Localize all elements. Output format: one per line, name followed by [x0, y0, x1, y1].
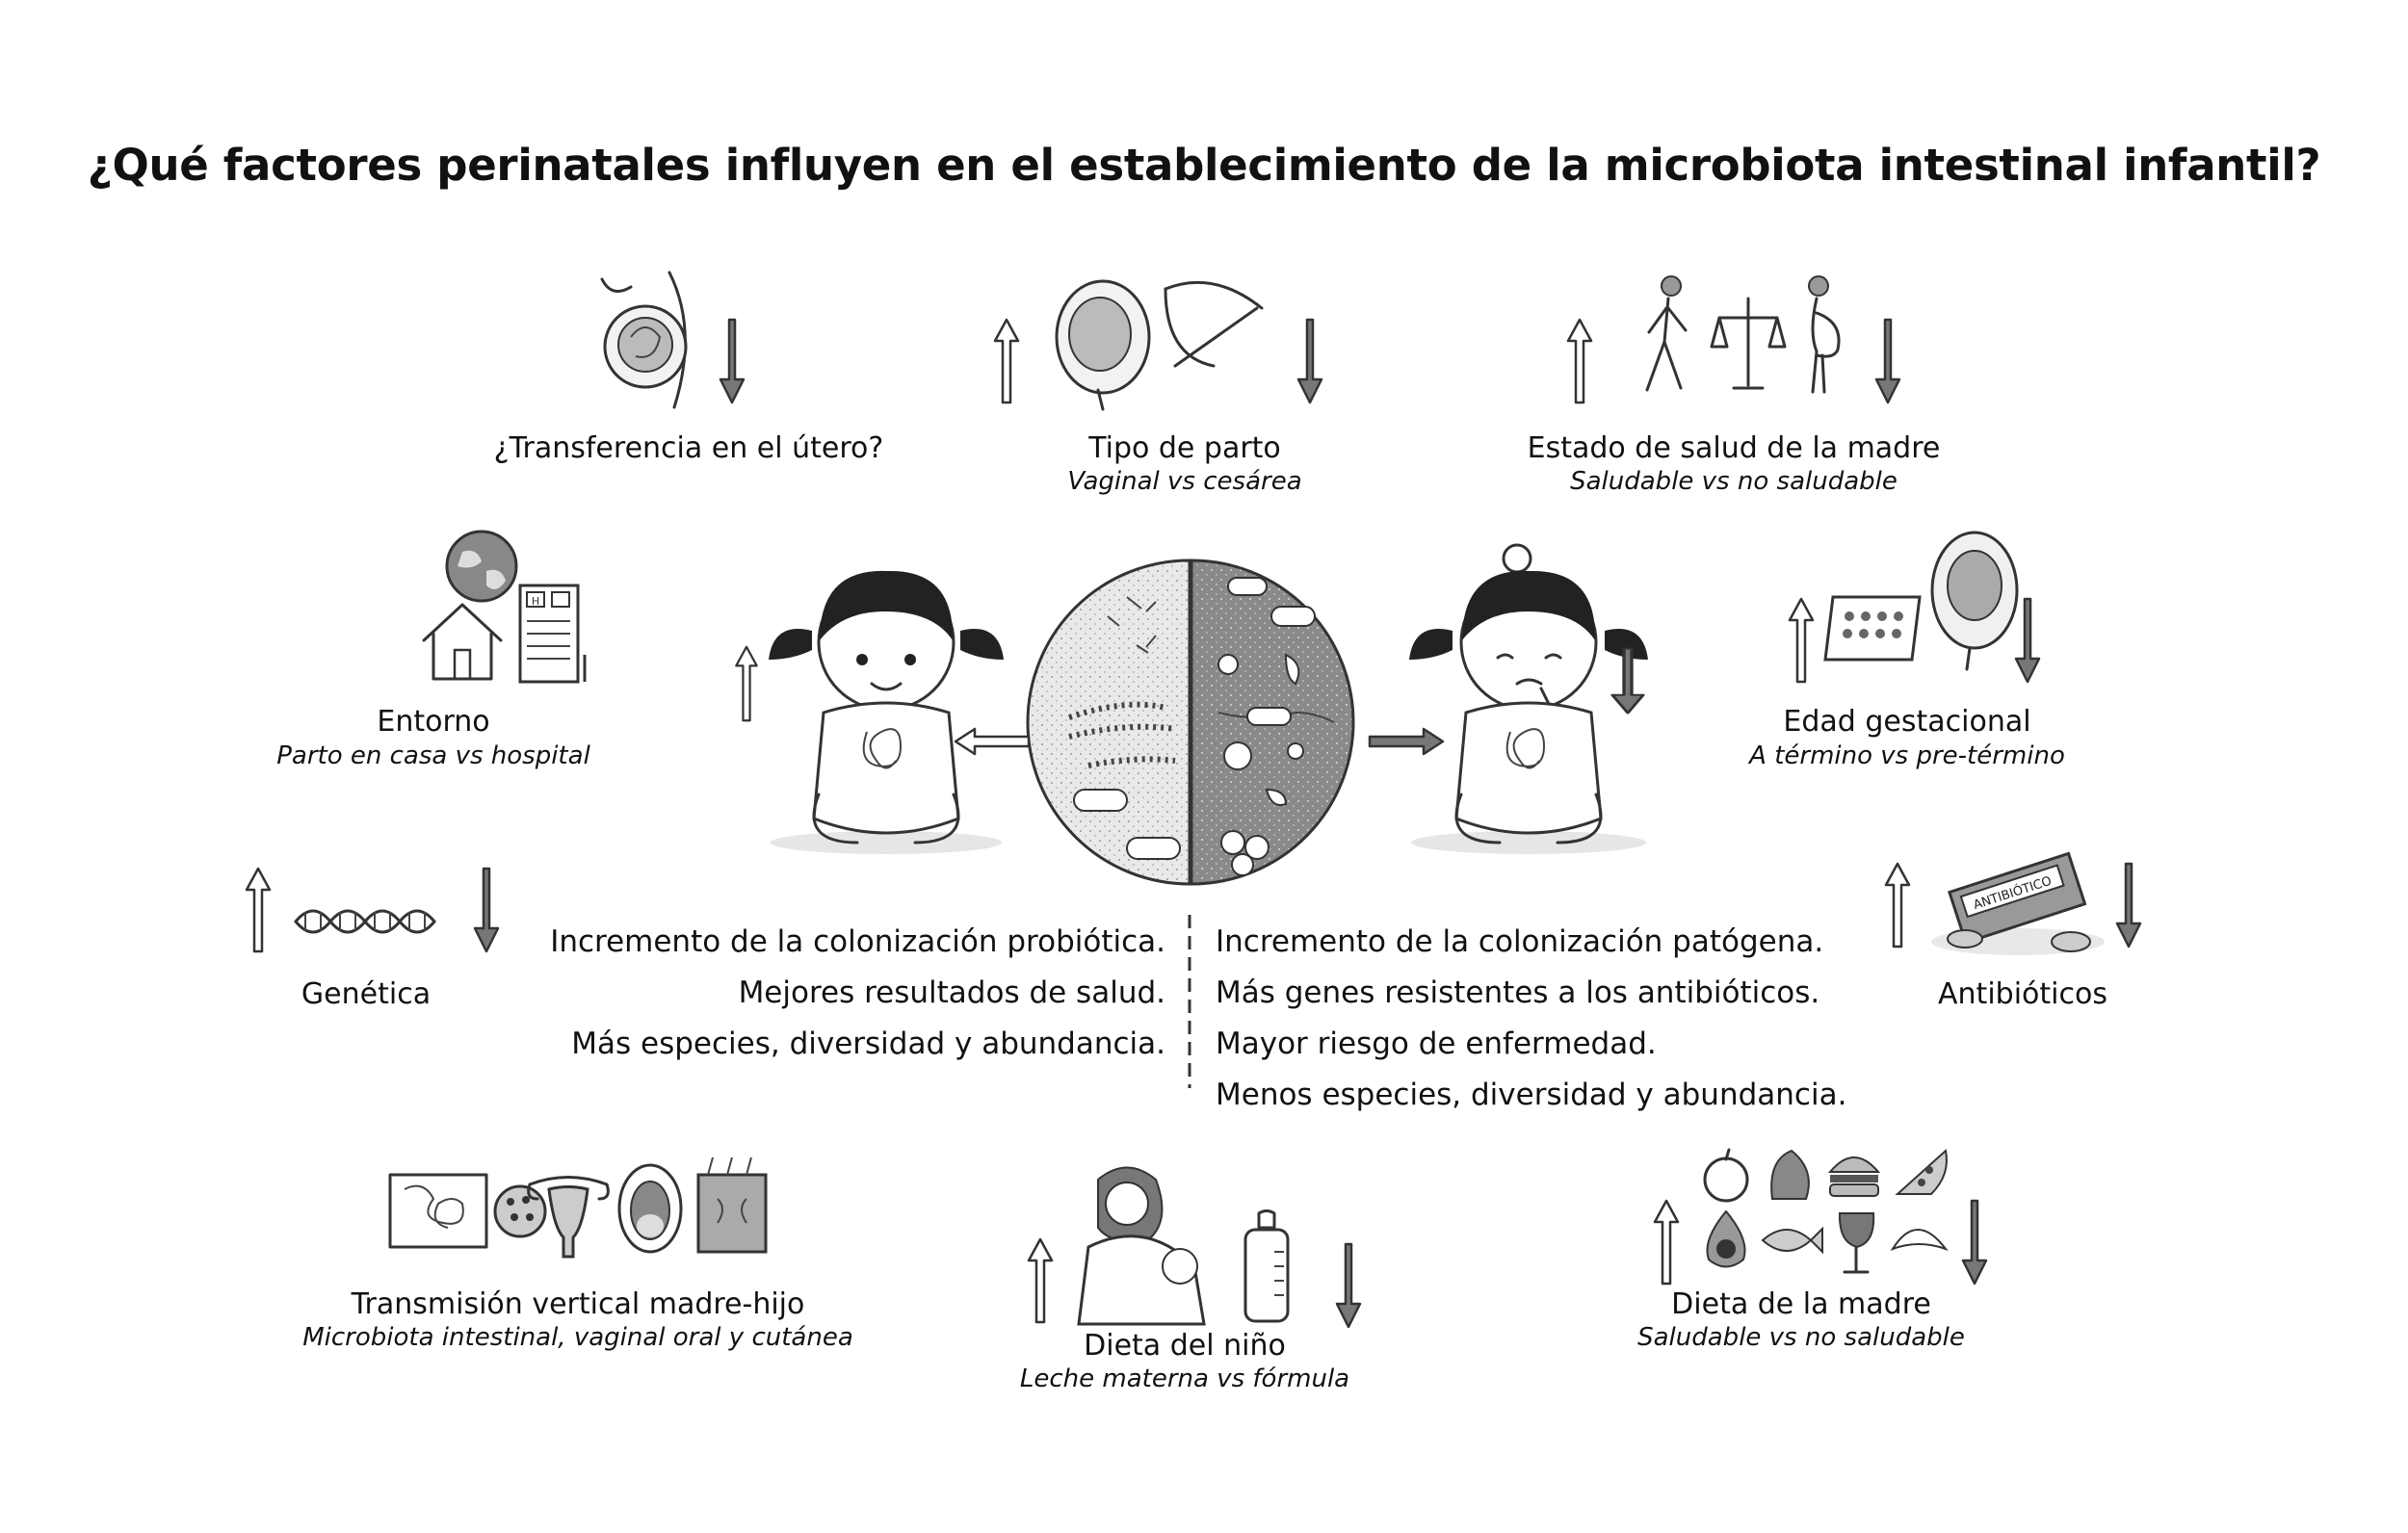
factor-antibiotics-label: Antibióticos	[1938, 977, 2107, 1011]
factor-mother-diet-label: Dieta de la madre	[1671, 1287, 1931, 1321]
outcome-negative-4: Menos especies, diversidad y abundancia.	[1216, 1078, 1847, 1112]
factor-child-diet-detail: Leche materna vs fórmula	[1019, 1364, 1350, 1393]
arrow-down-icon	[1296, 318, 1324, 404]
house-icon	[414, 597, 510, 684]
calendar-icon	[1825, 587, 1926, 664]
factor-vertical-label: Transmisión vertical madre-hijo	[351, 1287, 805, 1321]
factor-environment-detail: Parto en casa vs hospital	[276, 741, 590, 770]
scale-balance-icon	[1710, 294, 1787, 395]
arrow-down-icon	[1873, 318, 1902, 404]
factor-mother-health-label: Estado de salud de la madre	[1527, 431, 1941, 465]
hospital-sign: H	[531, 595, 540, 608]
avocado-icon	[1700, 1208, 1753, 1271]
healthy-child-icon	[766, 563, 1007, 857]
factor-genetics-label: Genética	[301, 977, 432, 1011]
factor-environment-label: Entorno	[377, 705, 490, 739]
arrow-up-icon	[244, 867, 273, 953]
outcome-negative-1: Incremento de la colonización patógena.	[1216, 924, 1824, 959]
outcome-positive-1: Incremento de la colonización probiótica.	[550, 924, 1165, 959]
factor-delivery-detail: Vaginal vs cesárea	[1067, 467, 1302, 496]
arrow-down-icon	[1334, 1242, 1363, 1329]
cesarean-scalpel-icon	[1161, 279, 1267, 376]
factor-mother-health-detail: Saludable vs no saludable	[1570, 467, 1898, 496]
factor-delivery-label: Tipo de parto	[1088, 431, 1281, 465]
arrow-up-icon	[1565, 318, 1594, 404]
page-title: ¿Qué factores perinatales influyen en el establecimiento de la microbiota intestinal infantil?	[87, 140, 2321, 191]
outcome-divider	[1187, 915, 1192, 1088]
arrow-up-icon	[992, 318, 1021, 404]
pregnant-woman-icon	[1790, 274, 1857, 395]
outcome-positive-3: Más especies, diversidad y abundancia.	[571, 1026, 1165, 1061]
factor-transfer-label: ¿Transferencia en el útero?	[493, 431, 884, 465]
gut-microbiota-circle	[1011, 559, 1194, 886]
arrow-down-icon	[472, 867, 501, 953]
pizza-icon	[1893, 1146, 1950, 1199]
pathogen-microbiota-half	[1190, 559, 1373, 886]
vaginal-birth-icon	[1050, 274, 1156, 414]
hospital-icon	[515, 578, 592, 684]
arrow-down-icon	[1609, 647, 1647, 715]
arrow-down-icon	[718, 318, 746, 404]
wine-glass-icon	[1835, 1208, 1878, 1276]
croissant-icon	[1888, 1215, 1950, 1263]
fish-icon	[1758, 1221, 1825, 1260]
skin-layers-icon	[689, 1156, 775, 1257]
factor-vertical-detail: Microbiota intestinal, vaginal oral y cutánea	[302, 1323, 853, 1352]
spinach-icon	[1763, 1146, 1816, 1204]
factor-gestational-age-label: Edad gestacional	[1783, 705, 2031, 739]
pregnant-belly-icon	[592, 268, 698, 412]
globe-icon	[443, 528, 520, 605]
mouth-icon	[616, 1160, 684, 1257]
outcome-negative-2: Más genes resistentes a los antibióticos.	[1216, 975, 1820, 1010]
arrow-up-icon	[1026, 1237, 1055, 1324]
walking-woman-icon	[1628, 274, 1705, 395]
baby-bottle-icon	[1238, 1208, 1296, 1324]
factor-gestational-age-detail: A término vs pre-término	[1749, 741, 2065, 770]
factor-mother-diet-detail: Saludable vs no saludable	[1637, 1323, 1965, 1352]
arrow-down-icon	[2013, 597, 2042, 684]
breastfeeding-mother-icon	[1069, 1160, 1228, 1324]
uterus-icon	[520, 1165, 616, 1261]
intestine-icon	[380, 1165, 496, 1257]
arrow-down-icon	[2114, 862, 2143, 948]
apple-icon	[1700, 1146, 1753, 1204]
arrow-down-icon	[1960, 1199, 1989, 1286]
arrow-up-icon	[732, 645, 761, 722]
dna-helix-icon	[294, 900, 438, 944]
fetus-icon	[1926, 528, 2023, 672]
arrow-up-icon	[1652, 1199, 1681, 1286]
arrow-up-icon	[1787, 597, 1816, 684]
arrow-left-to-healthy-icon	[954, 727, 1031, 756]
outcome-positive-2: Mejores resultados de salud.	[738, 975, 1165, 1010]
arrow-up-icon	[1883, 862, 1912, 948]
burger-icon	[1825, 1148, 1883, 1201]
antibiotic-box-text: ANTIBIÓTICO	[1972, 873, 2055, 914]
antibiotic-box-icon	[1926, 847, 2109, 958]
outcome-negative-3: Mayor riesgo de enfermedad.	[1216, 1026, 1657, 1061]
factor-child-diet-label: Dieta del niño	[1084, 1329, 1286, 1363]
